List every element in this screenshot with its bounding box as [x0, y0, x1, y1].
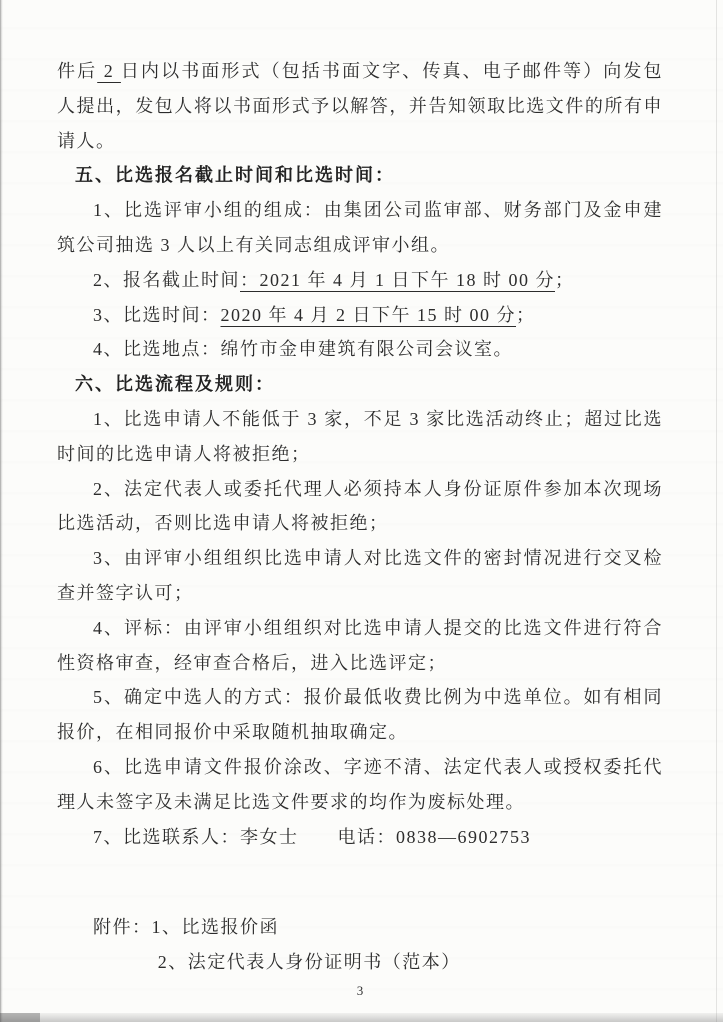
text-run: 4、比选地点：绵竹市金申建筑有限公司会议室。	[93, 339, 513, 360]
page-number: 3	[356, 982, 364, 998]
underlined-text: 2020 年 4 月 2 日下午 15 时 00 分	[220, 304, 516, 325]
text-run: 2、报名截止时间	[93, 269, 240, 290]
text-run: 7、比选联系人：李女士 电话：0838—6902753	[93, 826, 531, 847]
text-run: 1、比选评审小组的组成：由集团公司监审部、财务部门及金申建筑公司抽选 3 人以上有关同志组成评审小组。	[57, 200, 663, 255]
numbered-paragraph	[57, 750, 663, 820]
section-heading	[57, 158, 663, 193]
text-run: 3、由评审小组组织比选申请人对比选文件的密封情况进行交叉检查并签字认可；	[57, 548, 663, 603]
numbered-paragraph	[57, 263, 663, 298]
numbered-paragraph	[57, 298, 663, 333]
numbered-paragraph	[57, 820, 663, 855]
underlined-text: ：2021 年 4 月 1 日下午 18 时 00 分	[240, 269, 555, 290]
body-paragraph	[57, 54, 663, 158]
text-run: 件后	[57, 61, 98, 81]
numbered-paragraph	[57, 472, 663, 542]
text-run: 2、法定代表人身份证明书（范本）	[157, 952, 461, 973]
numbered-paragraph	[57, 193, 663, 263]
numbered-paragraph	[57, 402, 663, 472]
text-run: 4、评标：由评审小组组织对比选申请人提交的比选文件进行符合性资格审查，经审查合格后，进入比选评定；	[57, 617, 663, 673]
numbered-paragraph	[57, 541, 663, 611]
attachment-line	[57, 945, 663, 980]
text-run: 1、比选申请人不能低于 3 家，不足 3 家比选活动终止；超过比选时间的比选申请人将被拒绝；	[57, 408, 663, 464]
text-run: 5、确定中选人的方式：报价最低收费比例为中选单位。如有相同报价，在相同报价中采取随机抽取确定。	[57, 687, 663, 743]
text-run: ；	[555, 269, 575, 290]
text-run: 附件：1、比选报价函	[93, 917, 279, 938]
scan-edge-left	[0, 0, 3, 1022]
numbered-paragraph	[57, 611, 663, 681]
text-run: 六、比选流程及规则：	[75, 374, 275, 395]
section-heading	[57, 367, 663, 402]
text-run: 五、比选报名截止时间和比选时间：	[75, 165, 395, 186]
numbered-paragraph	[57, 680, 663, 750]
underlined-text: 2	[97, 61, 121, 81]
scan-shadow-bottom-corner	[0, 1013, 40, 1022]
numbered-paragraph	[57, 332, 663, 367]
attachment-line	[57, 910, 663, 945]
text-run: ；	[516, 304, 536, 325]
scan-shadow-bottom	[0, 1013, 723, 1022]
text-run: 3、比选时间：	[93, 304, 221, 325]
scan-edge-right	[716, 0, 717, 1022]
text-run: 6、比选申请文件报价涂改、字迹不清、法定代表人或授权委托代理人未签字及未满足比选文件要求的均作为废标处理。	[57, 756, 663, 812]
text-run: 2、法定代表人或委托代理人必须持本人身份证原件参加本次现场比选活动，否则比选申请人将被拒绝；	[57, 478, 663, 534]
text-run: 日内以书面形式（包括书面文字、传真、电子邮件等）向发包人提出，发包人将以书面形式予以解答，并告知领取比选文件的所有申请人。	[57, 61, 664, 151]
document-body	[57, 54, 663, 1000]
